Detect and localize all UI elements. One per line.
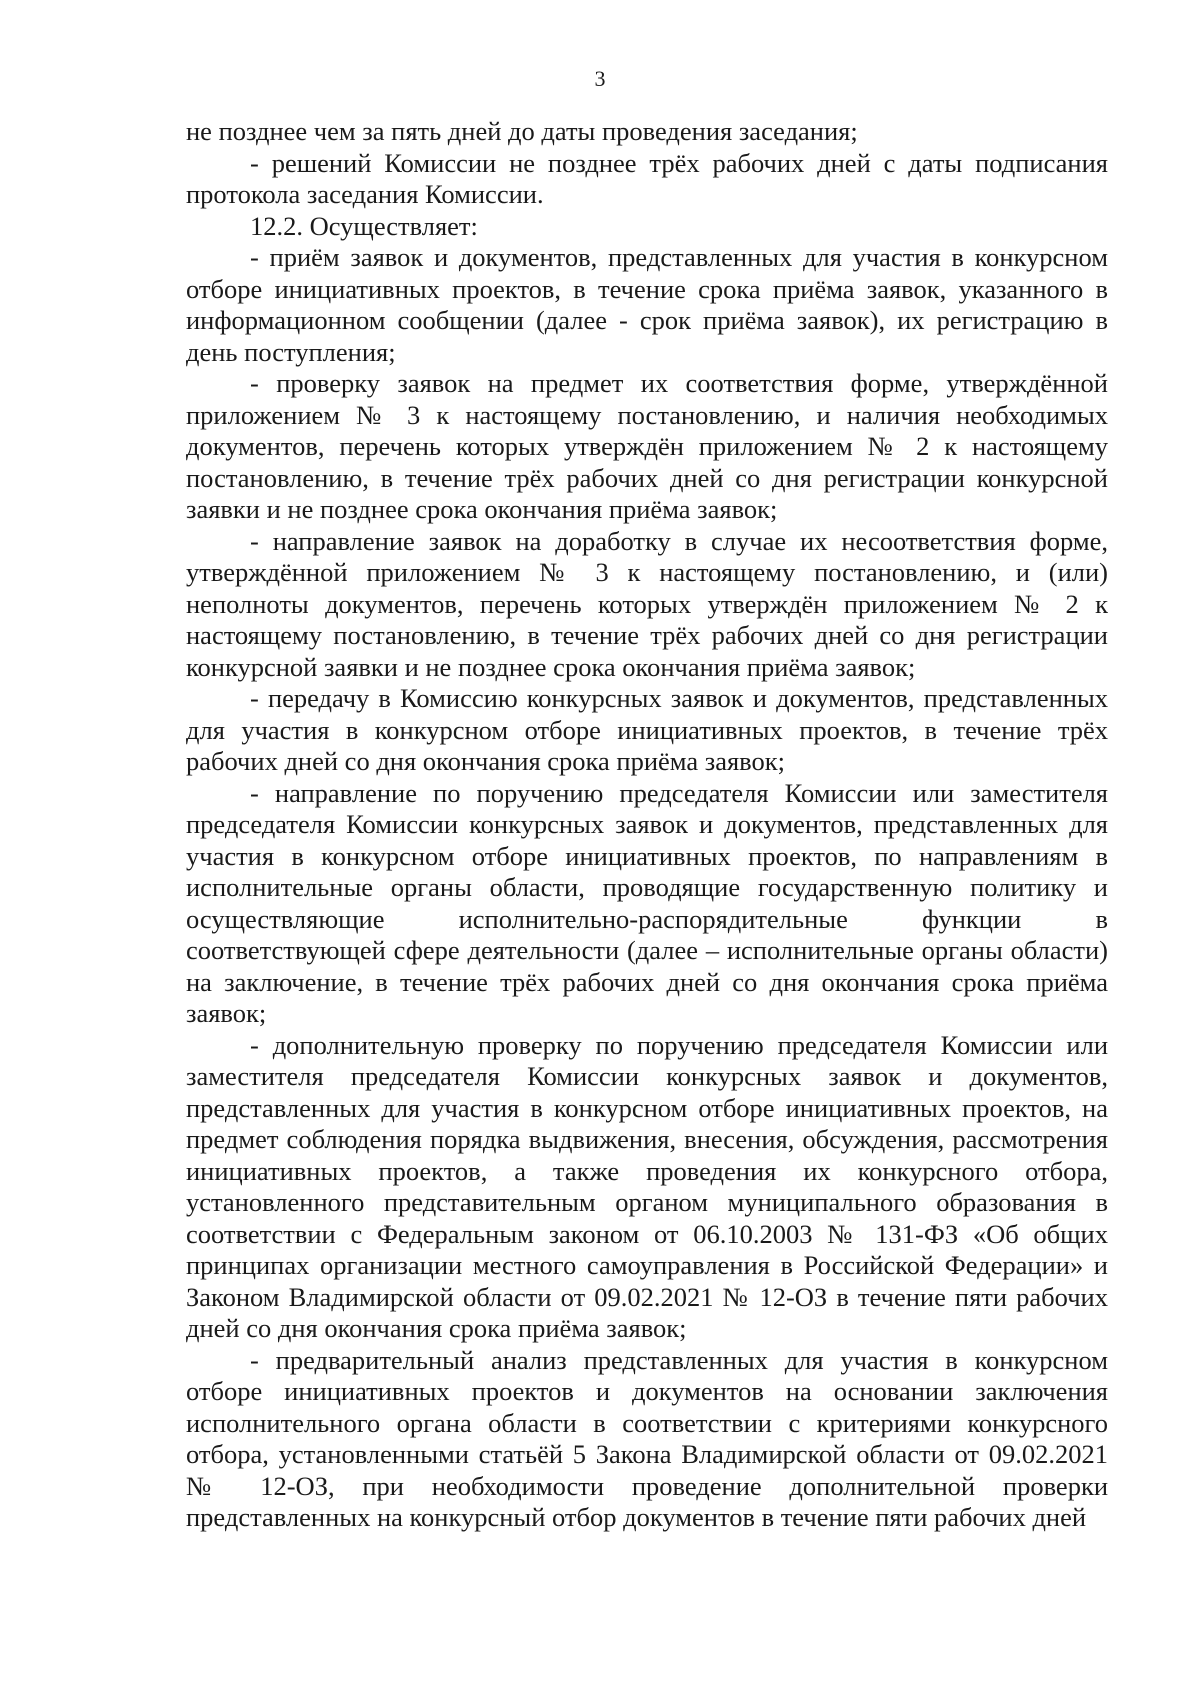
paragraph-transfer-to-commission: - передачу в Комиссию конкурсных заявок и документов, представленных для участия в конкурсном отборе инициативных проектов, в течение трёх рабочих дней со дня окончания срока приёма заявок;	[186, 683, 1108, 776]
paragraph-preliminary-analysis: - предварительный анализ представленных для участия в конкурсном отборе инициативных проектов и документов на основании заключения исполнительного органа области в соответствии с критериями конкурсного отбора, установленными статьёй 5 Закона Владимирской области от 09.02.2021 № 12-ОЗ, при необходимости проведение дополнительной проверки представленных на конкурсный отбор документов в течение пяти рабочих дней	[186, 1344, 1108, 1532]
paragraph-commission-decisions: - решений Комиссии не позднее трёх рабочих дней с даты подписания протокола заседания Комиссии.	[186, 147, 1108, 209]
paragraph-referral-to-executive-bodies: - направление по поручению председателя Комиссии или заместителя председателя Комиссии конкурсных заявок и документов, представленных для участия в конкурсном отборе инициативных проектов, по направлениям в исполнительные органы области, проводящие государственную политику и осуществляющие исполнительно-распорядительные функции в соответствующей сфере деятельности (далее – исполнительные органы области) на заключение, в течение трёх рабочих дней со дня окончания срока приёма заявок;	[186, 777, 1108, 1028]
document-body	[186, 116, 1108, 1534]
paragraph-additional-check: - дополнительную проверку по поручению председателя Комиссии или заместителя председателя Комиссии конкурсных заявок и документов, представленных для участия в конкурсном отборе инициативных проектов, на предмет соблюдения порядка выдвижения, внесения, обсуждения, рассмотрения инициативных проектов, а также проведения их конкурсного отбора, установленного представительным органом муниципального образования в соответствии с Федеральным законом от 06.10.2003 № 131-ФЗ «Об общих принципах организации местного самоуправления в Российской Федерации» и Законом Владимирской области от 09.02.2021 № 12-ОЗ в течение пяти рабочих дней со дня окончания срока приёма заявок;	[186, 1029, 1108, 1343]
paragraph-receipt-of-applications: - приём заявок и документов, представленных для участия в конкурсном отборе инициативных проектов, в течение срока приёма заявок, указанного в информационном сообщении (далее - срок приёма заявок), их регистрацию в день поступления;	[186, 242, 1108, 367]
paragraph-continuation: не позднее чем за пять дней до даты проведения заседания;	[186, 116, 858, 146]
paragraph-return-for-revision: - направление заявок на доработку в случае их несоответствия форме, утверждённой приложением № 3 к настоящему постановлению, и (или) неполноты документов, перечень которых утверждён приложением № 2 к настоящему постановлению, в течение трёх рабочих дней со дня регистрации конкурсной заявки и не позднее срока окончания приёма заявок;	[186, 525, 1108, 682]
paragraph-application-check: - проверку заявок на предмет их соответствия форме, утверждённой приложением № 3 к настоящему постановлению, и наличия необходимых документов, перечень которых утверждён приложением № 2 к настоящему постановлению, в течение трёх рабочих дней со дня регистрации конкурсной заявки и не позднее срока окончания приёма заявок;	[186, 368, 1108, 524]
paragraph-section-12-2: 12.2. Осуществляет:	[250, 210, 478, 241]
page-number: 3	[594, 66, 606, 91]
